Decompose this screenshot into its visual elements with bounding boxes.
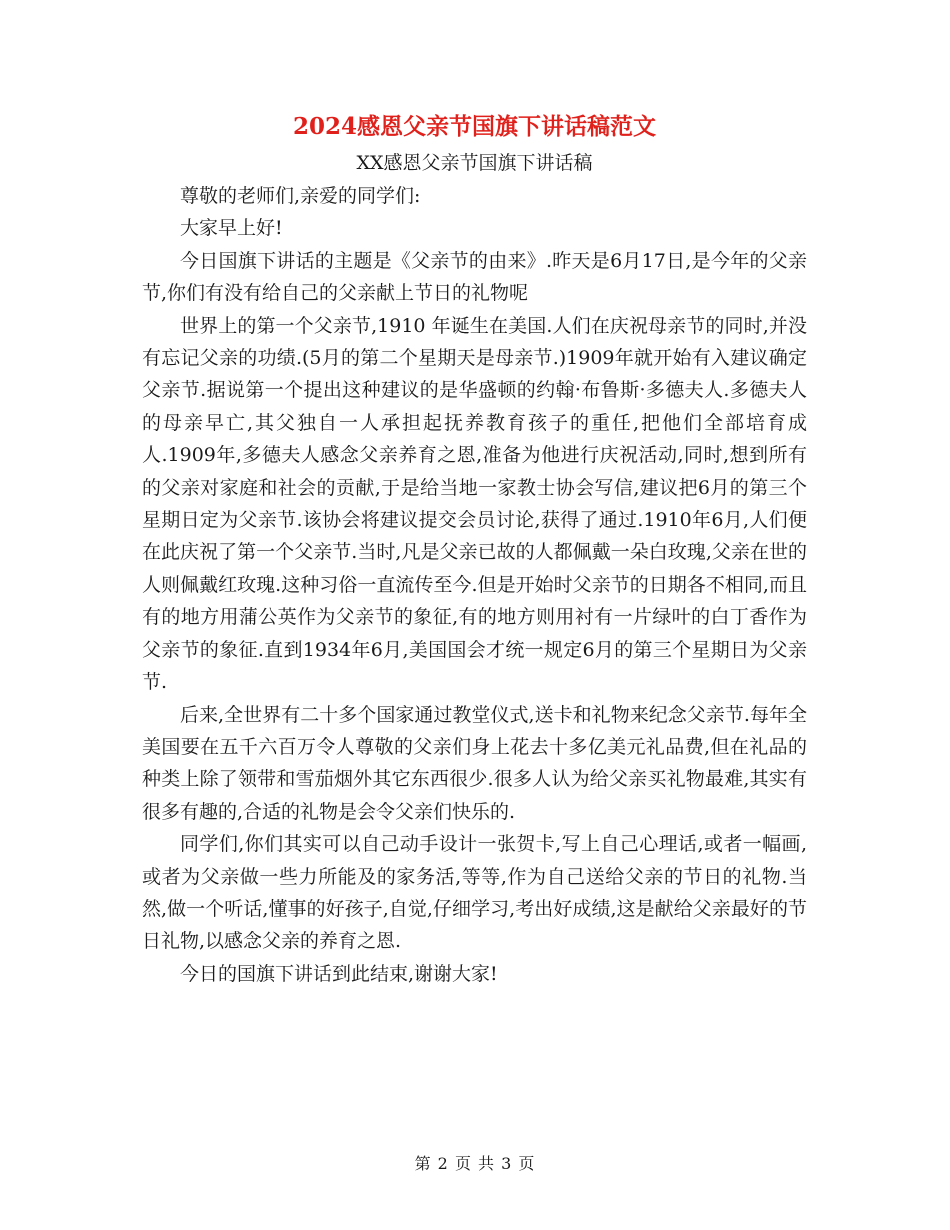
paragraph-later: 后来,全世界有二十多个国家通过教堂仪式,送卡和礼物来纪念父亲节.每年全美国要在五千六百万令人尊敬的父亲们身上花去十多亿美元礼品费,但在礼品的种类上除了领带和雪茄烟外其它东西很少.很多人认为给父亲买礼物最难,其实有很多有趣的,合适的礼物是会令父亲们快乐的. [142,703,807,823]
document-subtitle: XX感恩父亲节国旗下讲话稿 [356,152,593,174]
paragraph-greeting: 尊敬的老师们,亲爱的同学们: [180,185,421,207]
document-title: 2024感恩父亲节国旗下讲话稿范文 [292,113,656,140]
page-number-footer: 第 2 页 共 3 页 [414,1154,536,1173]
paragraph-closing: 今日的国旗下讲话到此结束,谢谢大家! [180,962,498,985]
document-page [142,110,807,990]
paragraph-history: 世界上的第一个父亲节,1910 年诞生在美国.人们在庆祝母亲节的同时,并没有忘记父亲的功绩.(5月的第二个星期天是母亲节.)1909年就开始有入建议确定父亲节.据说第一个提出这种建议的是华盛顿的约翰·布鲁斯·多德夫人.多德夫人的母亲早亡,其父独自一人承担起抚养教育孩子的重任,把他们全部培育成人.1909年,多德夫人感念父亲养育之恩,准备为他进行庆祝活动,同时,想到所有的父亲对家庭和社会的贡献,于是给当地一家教士协会写信,建议把6月的第三个星期日定为父亲节.该协会将建议提交会员讨论,获得了通过.1910年6月,人们便在此庆祝了第一个父亲节.当时,凡是父亲已故的人都佩戴一朵白玫瑰,父亲在世的人则佩戴红玫瑰.这种习俗一直流传至今.但是开始时父亲节的日期各不相同,而且有的地方用蒲公英作为父亲节的象征,有的地方则用衬有一片绿叶的白丁香作为父亲节的象征.直到1934年6月,美国国会才统一规定6月的第三个星期日为父亲节. [142,314,807,694]
paragraph-students: 同学们,你们其实可以自己动手设计一张贺卡,写上自己心理话,或者一幅画,或者为父亲做一些力所能及的家务活,等等,作为自己送给父亲的节日的礼物.当然,做一个听话,懂事的好孩子,自觉,仔细学习,考出好成绩,这是献给父亲最好的节日礼物,以感念父亲的养育之恩. [142,833,807,953]
paragraph-topic: 今日国旗下讲话的主题是《父亲节的由来》.昨天是6月17日,是今年的父亲节,你们有没有给自己的父亲献上节日的礼物呢 [142,249,807,305]
paragraph-morning: 大家早上好! [180,217,283,240]
